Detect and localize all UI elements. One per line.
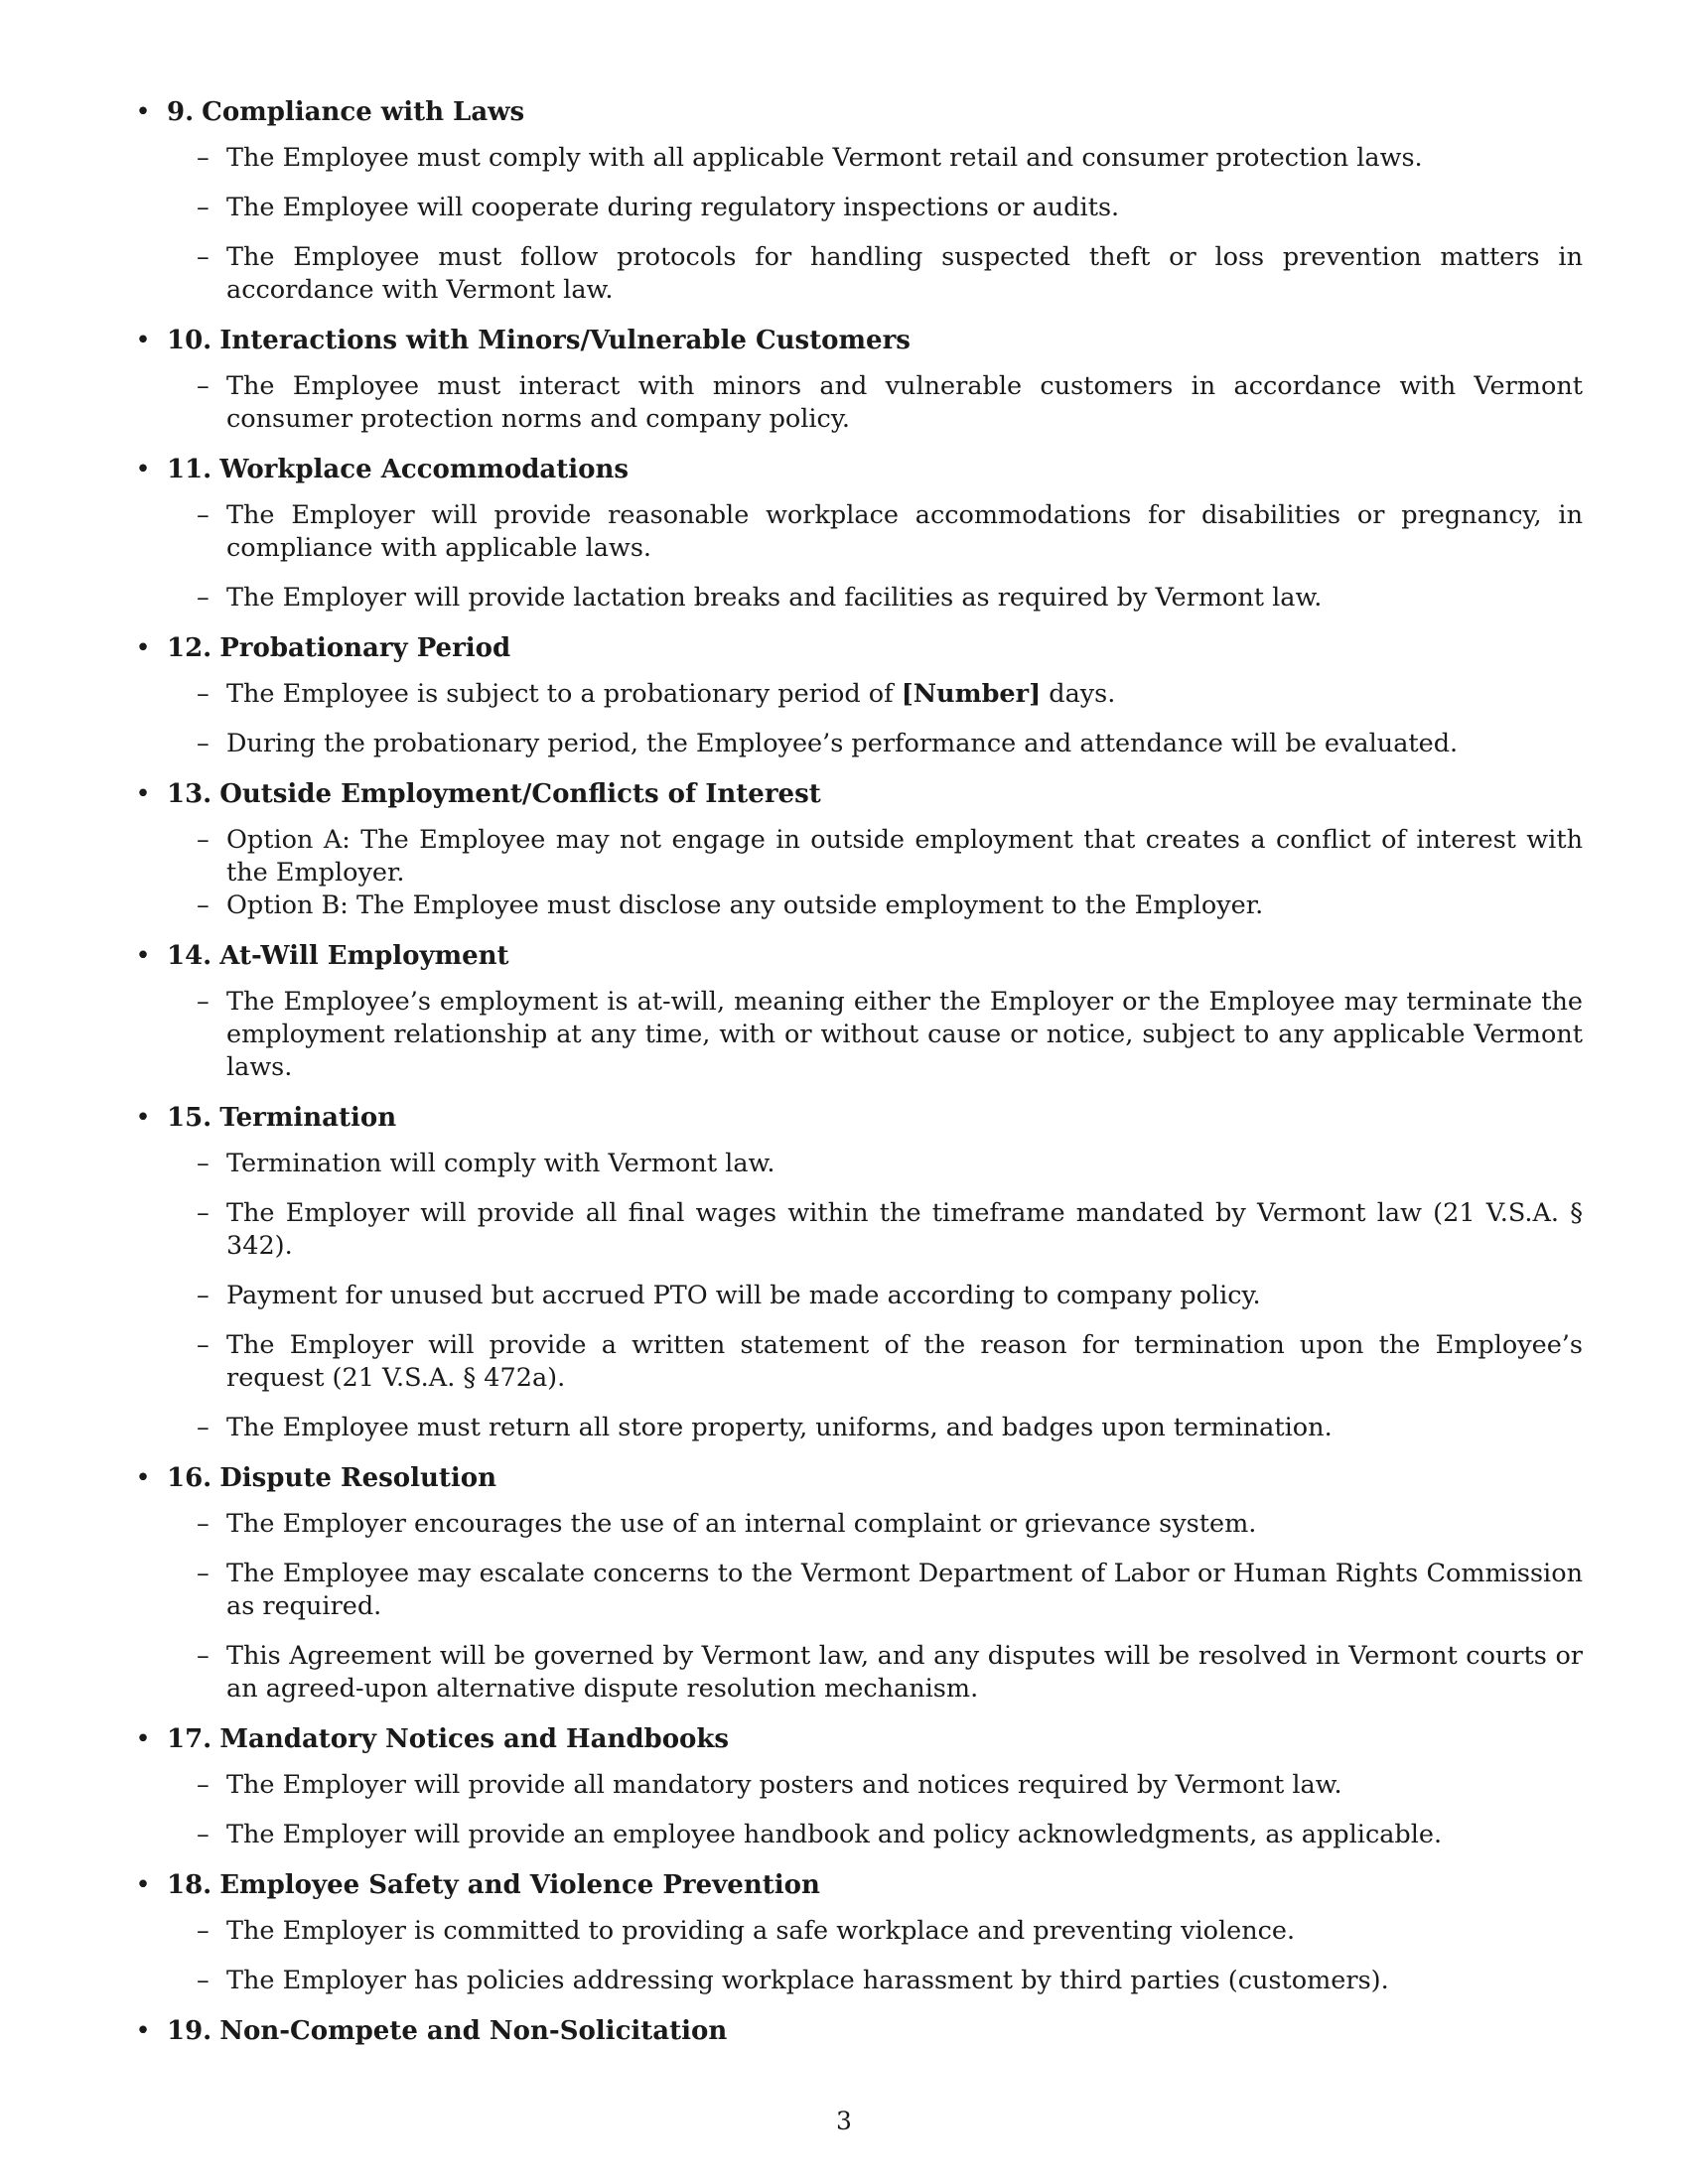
section-title: Mandatory Notices and Handbooks [219,1724,730,1754]
section-items [197,370,1583,436]
list-item [197,1965,1583,1997]
list-item-text: This Agreement will be governed by Vermont law, and any disputes will be resolved in Vermont courts or an agreed-upon alternative dispute resolution mechanism. [226,1641,1583,1704]
dash-icon: – [197,890,210,920]
dash-icon: – [197,729,210,758]
list-item [197,1915,1583,1948]
section-heading [133,1868,1583,1902]
document-body [133,95,1583,2061]
section-title: At-Will Employment [219,941,509,971]
list-item [197,986,1583,1084]
dash-icon: – [197,1770,210,1800]
list-item-text: The Employee must follow protocols for handling suspected theft or loss prevention matters in accordance with Vermont law. [226,242,1583,305]
dash-icon: – [197,1916,210,1946]
section-heading [133,2014,1583,2048]
list-item-text: The Employee must interact with minors and vulnerable customers in accordance with Vermont consumer protection norms and company policy. [226,371,1583,434]
list-item-text-end: days. [1041,679,1116,709]
list-item [197,824,1583,889]
section-number: 11. [167,455,212,484]
list-item [197,1558,1583,1623]
list-item [197,728,1583,760]
dash-icon: – [197,143,210,173]
section-title: Compliance with Laws [202,97,525,127]
list-item [197,889,1583,922]
list-item-text: The Employer has policies addressing workplace harassment by third parties (customers). [226,1966,1389,1995]
list-item-text: The Employer will provide reasonable workplace accommodations for disabilities or pregnancy, in compliance with applicable laws. [226,500,1583,563]
section-heading [133,777,1583,811]
section-items [197,824,1583,922]
list-item [197,1148,1583,1180]
dash-icon: – [197,193,210,222]
section-heading [133,1101,1583,1135]
section-heading [133,939,1583,973]
section-title: Termination [219,1103,397,1133]
section-number: 12. [167,633,212,663]
section-items [197,142,1583,307]
list-item [197,370,1583,436]
dash-icon: – [197,1149,210,1178]
list-item [197,192,1583,224]
dash-icon: – [197,987,210,1017]
bullet-icon: • [135,779,151,809]
list-item-text: The Employee will cooperate during regulatory inspections or audits. [226,193,1120,222]
list-item-text: During the probationary period, the Employee’s performance and attendance will be evaluated. [226,729,1459,758]
list-item [197,1412,1583,1444]
bullet-icon: • [135,97,151,127]
list-item-text: The Employer encourages the use of an internal complaint or grievance system. [226,1509,1257,1539]
section-items [197,1769,1583,1851]
list-item [197,678,1583,711]
list-item-text: The Employee is subject to a probationary period of [226,679,902,709]
list-item [197,582,1583,614]
dash-icon: – [197,1641,210,1671]
section-heading [133,1461,1583,1495]
section-number: 16. [167,1463,212,1493]
section-items [197,1915,1583,1997]
list-item-text: The Employer will provide an employee handbook and policy acknowledgments, as applicable. [226,1820,1443,1849]
list-item [197,1819,1583,1851]
dash-icon: – [197,1509,210,1539]
section-number: 14. [167,941,212,971]
bullet-icon: • [135,633,151,663]
section-number: 13. [167,779,212,809]
section-number: 10. [167,326,212,355]
section-9 [133,95,1583,307]
section-number: 15. [167,1103,212,1133]
section-heading [133,631,1583,665]
list-item-text: The Employer is committed to providing a safe workplace and preventing violence. [226,1916,1296,1946]
list-item [197,1280,1583,1312]
section-heading [133,324,1583,357]
placeholder-number: [Number] [901,679,1042,709]
dash-icon: – [197,1281,210,1310]
list-item-text: Payment for unused but accrued PTO will be made according to company policy. [226,1281,1261,1310]
section-14 [133,939,1583,1084]
list-item-text: The Employer will provide a written statement of the reason for termination upon the Employee’s request (21 V.S.A. § 472a). [226,1330,1583,1393]
section-16 [133,1461,1583,1706]
section-items [197,1148,1583,1444]
section-title: Interactions with Minors/Vulnerable Customers [219,326,911,355]
section-12 [133,631,1583,760]
list-item-text: Termination will comply with Vermont law. [226,1149,775,1178]
section-title: Workplace Accommodations [219,455,630,484]
dash-icon: – [197,1559,210,1588]
section-items [197,986,1583,1084]
section-title: Outside Employment/Conflicts of Interest [219,779,821,809]
list-item-text: The Employee must comply with all applicable Vermont retail and consumer protection laws. [226,143,1423,173]
section-10 [133,324,1583,436]
list-item [197,1329,1583,1395]
dash-icon: – [197,371,210,401]
bullet-icon: • [135,455,151,484]
section-13 [133,777,1583,922]
bullet-icon: • [135,941,151,971]
list-item [197,1640,1583,1706]
dash-icon: – [197,1820,210,1849]
list-item [197,1197,1583,1263]
dash-icon: – [197,679,210,709]
section-heading [133,453,1583,486]
page-number: 3 [836,2107,852,2135]
section-items [197,499,1583,614]
list-item [197,142,1583,175]
list-item-text: The Employer will provide all mandatory posters and notices required by Vermont law. [226,1770,1342,1800]
dash-icon: – [197,1413,210,1442]
list-item-text: Option A: The Employee may not engage in outside employment that creates a conflict of interest with the Employer. [226,825,1583,887]
dash-icon: – [197,500,210,530]
section-title: Non-Compete and Non-Solicitation [219,2016,728,2046]
list-item [197,1769,1583,1802]
section-18 [133,1868,1583,1997]
bullet-icon: • [135,1103,151,1133]
section-number: 19. [167,2016,212,2046]
list-item-text: The Employee’s employment is at-will, meaning either the Employer or the Employee may terminate the employment relationship at any time, with or without cause or notice, subject to any applicable Vermont laws. [226,987,1583,1082]
dash-icon: – [197,1966,210,1995]
list-item [197,499,1583,565]
section-heading [133,95,1583,129]
dash-icon: – [197,583,210,613]
section-title: Employee Safety and Violence Prevention [219,1870,820,1900]
list-item-text: The Employee may escalate concerns to the Vermont Department of Labor or Human Rights Commission as required. [226,1559,1583,1621]
dash-icon: – [197,1330,210,1360]
section-11 [133,453,1583,614]
dash-icon: – [197,1198,210,1228]
list-item-text: The Employer will provide all final wages within the timeframe mandated by Vermont law (21 V.S.A. § 342). [226,1198,1583,1261]
section-15 [133,1101,1583,1444]
list-item [197,1508,1583,1541]
list-item-text: The Employee must return all store property, uniforms, and badges upon termination. [226,1413,1333,1442]
section-title: Dispute Resolution [219,1463,497,1493]
bullet-icon: • [135,2016,151,2046]
bullet-icon: • [135,1870,151,1900]
list-item [197,241,1583,307]
section-number: 17. [167,1724,212,1754]
section-19 [133,2014,1583,2048]
section-number: 18. [167,1870,212,1900]
section-items [197,1508,1583,1706]
bullet-icon: • [135,1724,151,1754]
dash-icon: – [197,825,210,855]
dash-icon: – [197,242,210,272]
section-number: 9. [167,97,195,127]
section-17 [133,1722,1583,1851]
bullet-icon: • [135,326,151,355]
list-item-text: The Employer will provide lactation breaks and facilities as required by Vermont law. [226,583,1323,613]
section-items [197,678,1583,760]
bullet-icon: • [135,1463,151,1493]
list-item-text: Option B: The Employee must disclose any outside employment to the Employer. [226,890,1264,920]
section-title: Probationary Period [219,633,511,663]
section-heading [133,1722,1583,1756]
